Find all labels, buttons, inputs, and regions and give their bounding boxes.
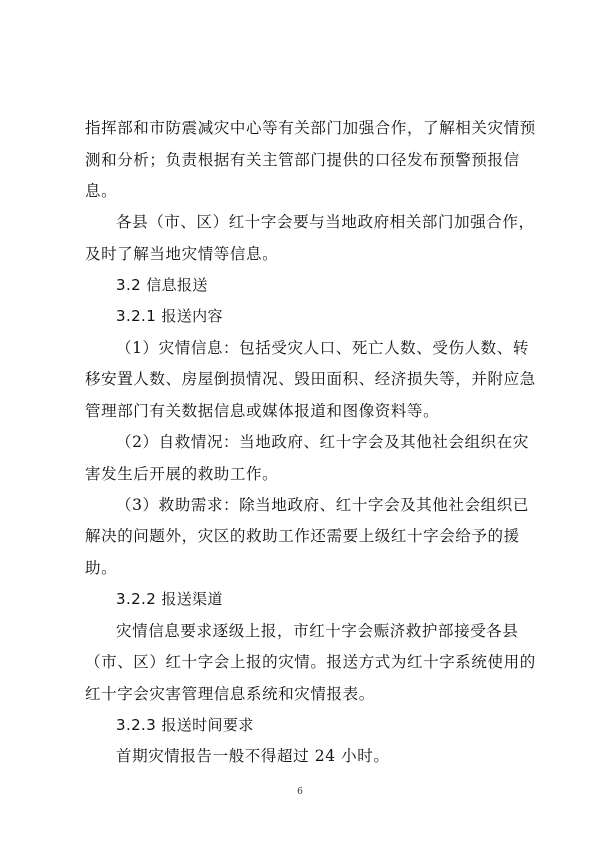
paragraph-line: 息。 bbox=[85, 182, 118, 200]
paragraph-line: 解决的问题外，灾区的救助工作还需要上级红十字会给予的援 bbox=[85, 527, 520, 545]
paragraph-line: （2）自救情况：当地政府、红十字会及其他社会组织在灾 bbox=[116, 433, 529, 451]
paragraph-line: 灾情信息要求逐级上报，市红十字会赈济救护部接受各县 bbox=[116, 622, 519, 640]
section-heading-3-2-3: 3.2.3 报送时间要求 bbox=[116, 716, 254, 734]
paragraph-line: 指挥部和市防震减灾中心等有关部门加强合作，了解相关灾情预 bbox=[85, 119, 536, 137]
paragraph-line: 首期灾情报告一般不得超过 24 小时。 bbox=[116, 747, 390, 765]
paragraph-line: 助。 bbox=[85, 559, 118, 577]
paragraph-line: 红十字会灾害管理信息系统和灾情报表。 bbox=[85, 685, 375, 703]
paragraph-line: 害发生后开展的救助工作。 bbox=[85, 465, 279, 483]
paragraph-line: 测和分析；负责根据有关主管部门提供的口径发布预警预报信 bbox=[85, 151, 520, 169]
paragraph-line: （3）救助需求：除当地政府、红十字会及其他社会组织已 bbox=[116, 496, 529, 514]
paragraph-line: （市、区）红十字会上报的灾情。报送方式为红十字系统使用的 bbox=[85, 653, 536, 671]
section-heading-3-2-1: 3.2.1 报送内容 bbox=[116, 307, 223, 325]
page-number: 6 bbox=[297, 787, 303, 797]
paragraph-line: （1）灾情信息：包括受灾人口、死亡人数、受伤人数、转 bbox=[116, 339, 529, 357]
section-heading-3-2-2: 3.2.2 报送渠道 bbox=[116, 590, 223, 608]
paragraph-line: 各县（市、区）红十字会要与当地政府相关部门加强合作， bbox=[116, 213, 535, 231]
paragraph-line: 管理部门有关数据信息或媒体报道和图像资料等。 bbox=[85, 402, 440, 420]
section-heading-3-2: 3.2 信息报送 bbox=[116, 276, 208, 294]
paragraph-line: 移安置人数、房屋倒损情况、毁田面积、经济损失等，并附应急 bbox=[85, 370, 536, 388]
paragraph-line: 及时了解当地灾情等信息。 bbox=[85, 245, 279, 263]
